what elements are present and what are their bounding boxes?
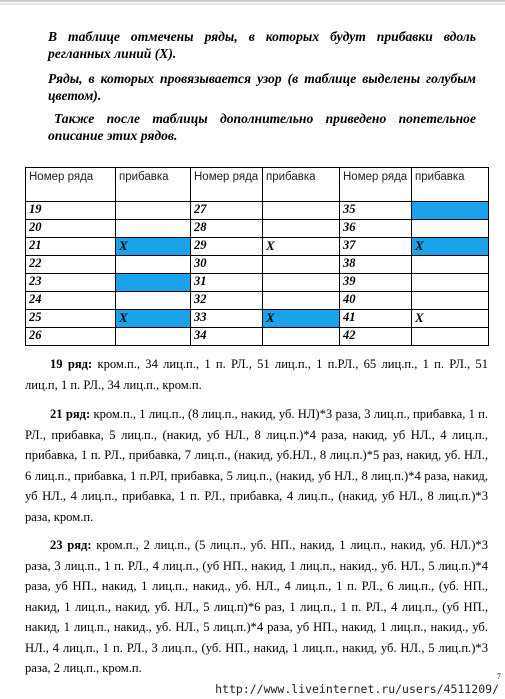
row-number-cell: 30 xyxy=(191,256,263,274)
row-number-cell: 36 xyxy=(340,220,412,238)
increase-cell: X xyxy=(412,310,489,328)
increase-cell xyxy=(116,256,191,274)
row-number-cell: 37 xyxy=(340,238,412,256)
pattern-highlight-cell: X xyxy=(116,310,191,328)
row-19-label: 19 ряд: xyxy=(50,357,93,371)
increase-cell xyxy=(263,256,340,274)
increase-cell xyxy=(412,220,489,238)
row-number-cell: 35 xyxy=(340,202,412,220)
table-row xyxy=(26,202,489,220)
table-row xyxy=(26,328,489,346)
increase-cell xyxy=(412,256,489,274)
pattern-highlight-cell: X xyxy=(412,238,489,256)
table-row xyxy=(26,256,489,274)
increase-cell xyxy=(263,274,340,292)
row-number-cell: 32 xyxy=(191,292,263,310)
top-edge-lines xyxy=(0,0,505,6)
increase-cell: X xyxy=(263,238,340,256)
row-number-cell: 33 xyxy=(191,310,263,328)
row-number-cell: 25 xyxy=(26,310,116,328)
pattern-highlight-cell xyxy=(412,202,489,220)
increase-cell xyxy=(116,202,191,220)
increase-cell xyxy=(116,292,191,310)
intro-paragraph-1: В таблице отмечены ряды, в которых будут прибавки вдоль регланных линий (Х). xyxy=(48,29,476,61)
row-number-cell: 23 xyxy=(26,274,116,292)
increase-cell xyxy=(263,292,340,310)
row-21-description xyxy=(25,404,488,527)
increase-cell xyxy=(412,274,489,292)
row-number-cell: 24 xyxy=(26,292,116,310)
increase-cell xyxy=(412,328,489,346)
increase-cell xyxy=(116,220,191,238)
increase-cell xyxy=(116,328,191,346)
page-number: 7 xyxy=(497,672,501,681)
row-number-cell: 19 xyxy=(26,202,116,220)
row-23-text: кром.п., 2 лиц.п., (5 лиц.п., уб. НП., накид, 1 лиц.п., накид, уб. НЛ.)*3 раза, 3 лиц.п., 1 п. РЛ., 4 лиц.п., (уб НП., накид, 1 лиц.п., накид., уб. НЛ., 5 лиц.п.)*4 раза, уб НП., накид, 1 лиц.п., накид., уб. НЛ., 4 лиц.п., 1 п. РЛ., 6 лиц.п., (уб. НП., накид, 1 лиц.п., накид, уб. НЛ., 5 лиц.п)*6 раз, 1 лиц.п., 1 п. РЛ., 4 лиц.п., (уб НП., накид, 1 лиц.п., накид., уб. НЛ., 5 лиц.п.)*4 раза, уб НП., накид, 1 лиц.п., накид., уб. НЛ., 4 лиц.п., 1 п. РЛ., 3 лиц.п., (уб. НП., накид, 1 лиц.п., накид, уб. НЛ., 5 лиц.п.)*3 раза, 2 лиц.п., кром.п. xyxy=(25,538,488,675)
increase-cell xyxy=(263,202,340,220)
header-cell: Номер ряда xyxy=(340,168,412,202)
row-number-cell: 22 xyxy=(26,256,116,274)
row-number-cell: 28 xyxy=(191,220,263,238)
increase-rows-table xyxy=(25,167,489,346)
header-cell: прибавка xyxy=(412,168,489,202)
increase-cell xyxy=(412,292,489,310)
row-number-cell: 31 xyxy=(191,274,263,292)
table-row xyxy=(26,292,489,310)
source-url-watermark: http://www.liveinternet.ru/users/4511209/ xyxy=(215,682,499,696)
header-cell: Номер ряда xyxy=(26,168,116,202)
row-number-cell: 38 xyxy=(340,256,412,274)
intro-paragraph-3: Также после таблицы дополнительно приведено попетельное описание этих рядов. xyxy=(48,111,476,143)
increase-cell xyxy=(263,220,340,238)
table-row xyxy=(26,274,489,292)
table-row xyxy=(26,238,489,256)
row-number-cell: 34 xyxy=(191,328,263,346)
header-cell: Номер ряда xyxy=(191,168,263,202)
row-number-cell: 20 xyxy=(26,220,116,238)
table-row xyxy=(26,310,489,328)
row-number-cell: 29 xyxy=(191,238,263,256)
row-23-label: 23 ряд: xyxy=(50,538,92,552)
row-23-description xyxy=(25,535,488,679)
row-21-text: кром.п., 1 лиц.п., (8 лиц.п., накид, уб. НЛ)*3 раза, 3 лиц.п., прибавка, 1 п. РЛ., прибавка, 5 лиц.п., (накид, уб НЛ., 8 лиц.п.)*4 раза, накид, уб НЛ., 4 лиц.п., прибавка, 1 п. РЛ., прибавка, 7 лиц.п., (накид, уб.НЛ., 8 лиц.п.)*5 раз, накид, уб. НЛ., 6 лиц.п., прибавка, 1 п.РЛ, прибавка, 5 лиц.п., (накид, уб НЛ., 8 лиц.п.)*4 раза, накид, уб НЛ., 4 лиц.п., прибавка, 1 п. РЛ., прибавка, 4 лиц.п., (накид, уб НЛ., 8 лиц.п.)*3 раза, кром.п. xyxy=(25,407,489,524)
increase-cell xyxy=(263,328,340,346)
pattern-highlight-cell: X xyxy=(263,310,340,328)
row-number-cell: 27 xyxy=(191,202,263,220)
row-number-cell: 42 xyxy=(340,328,412,346)
table-row xyxy=(26,220,489,238)
row-number-cell: 39 xyxy=(340,274,412,292)
pattern-highlight-cell xyxy=(116,274,191,292)
table-header-row xyxy=(26,168,489,202)
header-cell: прибавка xyxy=(263,168,340,202)
row-number-cell: 41 xyxy=(340,310,412,328)
row-number-cell: 40 xyxy=(340,292,412,310)
row-19-text: кром.п., 34 лиц.п., 1 п. РЛ., 51 лиц.п., 1 п.РЛ., 65 лиц.п., 1 п. РЛ., 51 лиц.п, 1 п. РЛ., 34 лиц.п., кром.п. xyxy=(25,357,489,392)
header-cell: прибавка xyxy=(116,168,191,202)
intro-paragraph-2: Ряды, в которых провязывается узор (в таблице выделены голубым цветом). xyxy=(48,71,476,103)
row-number-cell: 21 xyxy=(26,238,116,256)
row-21-label: 21 ряд: xyxy=(50,407,91,421)
row-19-description xyxy=(25,354,488,395)
pattern-highlight-cell: X xyxy=(116,238,191,256)
row-number-cell: 26 xyxy=(26,328,116,346)
